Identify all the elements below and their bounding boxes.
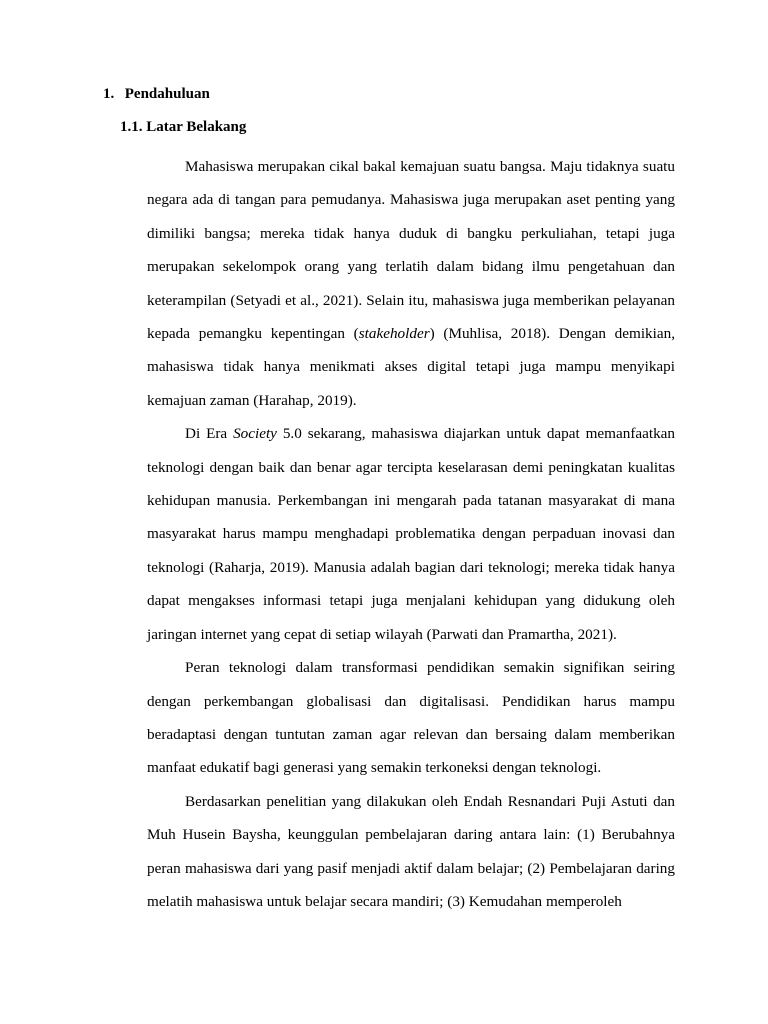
italic-term: stakeholder	[358, 325, 430, 343]
paragraph	[147, 150, 675, 417]
subsection-heading: 1.1. Latar Belakang	[120, 119, 247, 135]
section-number: 1.	[103, 86, 115, 102]
body-text	[147, 150, 675, 918]
text-run: Di Era	[185, 425, 234, 443]
text-run: Berdasarkan penelitian yang dilakukan oleh Endah Resnandari Puji Astuti dan Muh Husein Baysha, keunggulan pembelajaran daring antara lain: (1) Berubahnya peran mahasiswa dari yang pasif menjadi aktif dalam belajar; (2) Pembelajaran daring melatih mahasiswa untuk belajar secara mandiri; (3) Kemudahan memperoleh	[147, 792, 675, 910]
text-run: 5.0 sekarang, mahasiswa diajarkan untuk dapat memanfaatkan teknologi dengan baik dan benar agar tercipta keselarasan demi peningkatan kualitas kehidupan manusia. Perkembangan ini mengarah pada tatanan masyarakat di mana masyarakat harus mampu menghadapi problematika dengan perpaduan inovasi dan teknologi (Raharja, 2019). Manusia adalah bagian dari teknologi; mereka tidak hanya dapat mengakses informasi tetapi juga menjalani kehidupan yang didukung oleh jaringan internet yang cepat di setiap wilayah (Parwati dan Pramartha, 2021).	[147, 425, 676, 643]
text-run: ) (Muhlisa, 2018). Dengan demikian, mahasiswa tidak hanya menikmati akses digital tetapi juga mampu menyikapi kemajuan zaman (Harahap, 2019).	[147, 325, 675, 409]
text-run: Mahasiswa merupakan cikal bakal kemajuan suatu bangsa. Maju tidaknya suatu negara ada di tangan para pemudanya. Mahasiswa juga merupakan aset penting yang dimiliki bangsa; mereka tidak hanya duduk di bangku perkuliahan, tetapi juga merupakan sekelompok orang yang terlatih dalam bidang ilmu pengetahuan dan keterampilan (Setyadi et al., 2021). Selain itu, mahasiswa juga memberikan pelayanan kepada pemangku kepentingan (	[147, 158, 675, 343]
paragraph	[147, 785, 675, 919]
italic-term: Society	[233, 425, 277, 443]
section-title: Pendahuluan	[124, 86, 210, 102]
paragraph	[147, 417, 675, 651]
paragraph	[147, 651, 675, 785]
section-heading	[103, 86, 210, 103]
text-run: Peran teknologi dalam transformasi pendidikan semakin signifikan seiring dengan perkembangan globalisasi dan digitalisasi. Pendidikan harus mampu beradaptasi dengan tuntutan zaman agar relevan dan bersaing dalam memberikan manfaat edukatif bagi generasi yang semakin terkoneksi dengan teknologi.	[147, 659, 675, 777]
